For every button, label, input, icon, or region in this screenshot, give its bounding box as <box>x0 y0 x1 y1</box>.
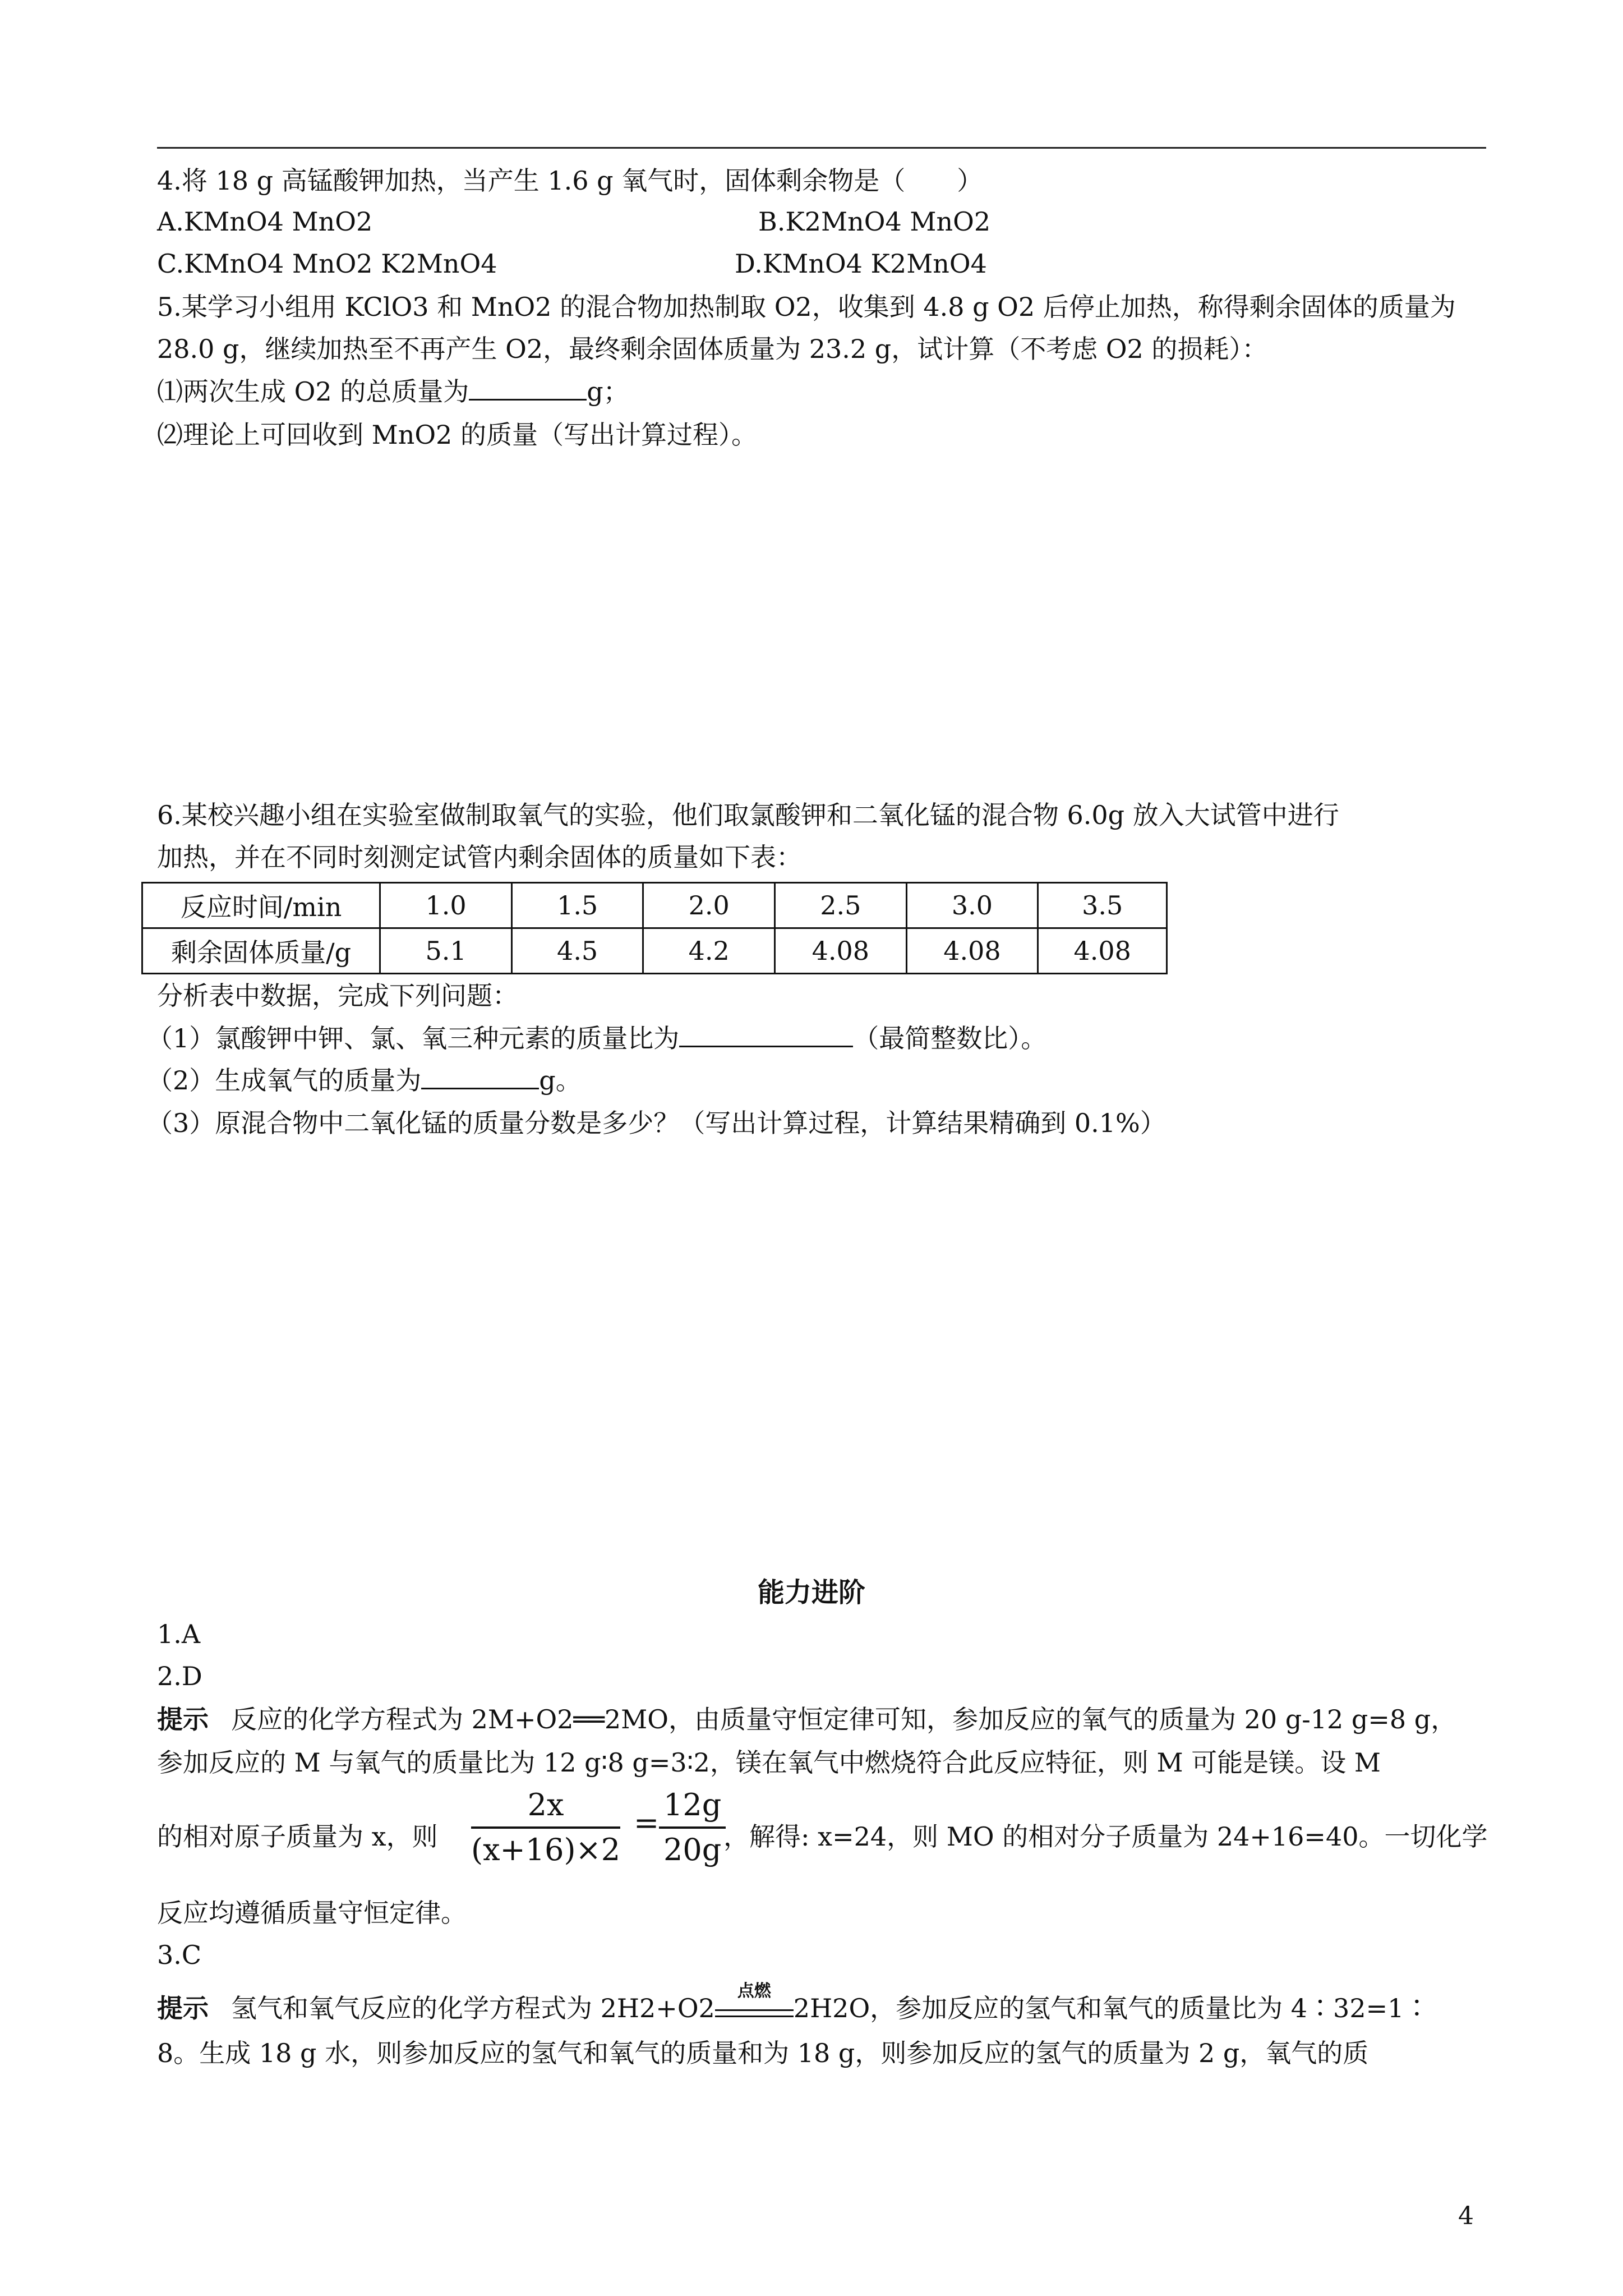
table-cell: 4.5 <box>511 928 643 974</box>
q5-line1: 5.某学习小组用 KClO3 和 MnO2 的混合物加热制取 O2，收集到 4.8 g O2 后停止加热，称得剩余固体的质量为 <box>157 292 1456 322</box>
q5-sub1-unit: g； <box>587 376 629 407</box>
table-cell: 5.1 <box>380 928 512 974</box>
hint-label: 提示 <box>157 1704 209 1734</box>
section-title: 能力进阶 <box>757 1577 865 1608</box>
q6-sub1 <box>147 1021 1046 1055</box>
answer-2: 2.D <box>157 1661 202 1691</box>
hint-3-text: 氢气和氧气反应的化学方程式为 2H2+O2 <box>231 1993 715 2023</box>
table-cell: 1.0 <box>380 883 512 928</box>
q6-line1: 6.某校兴趣小组在实验室做制取氧气的实验，他们取氯酸钾和二氧化锰的混合物 6.0g 放入大试管中进行 <box>157 800 1339 830</box>
q4-stem: 4.将 18 g 高锰酸钾加热，当产生 1.6 g 氧气时，固体剩余物是（ ） <box>157 165 983 196</box>
data-table <box>141 882 1168 974</box>
q6-sub2 <box>147 1063 582 1097</box>
q6-sub2-text: （2）生成氧气的质量为 <box>147 1065 422 1096</box>
table-cell: 4.2 <box>643 928 775 974</box>
answer-1: 1.A <box>157 1619 201 1649</box>
q6-sub3: （3）原混合物中二氧化锰的质量分数是多少？（写出计算过程，计算结果精确到 0.1%） <box>147 1108 1166 1138</box>
table-cell: 2.0 <box>643 883 775 928</box>
table-cell: 4.08 <box>1038 928 1167 974</box>
q6-sub1-tail: （最简整数比）。 <box>853 1023 1047 1053</box>
fraction-left-denominator: (x+16)×2 <box>471 1832 621 1867</box>
table-cell: 3.0 <box>906 883 1038 928</box>
page-number: 4 <box>1458 2202 1474 2230</box>
header-rule <box>157 147 1486 149</box>
table-cell: 4.08 <box>906 928 1038 974</box>
q4-option-a: A.KMnO4 MnO2 <box>157 206 373 237</box>
table-cell: 1.5 <box>511 883 643 928</box>
q4-option-c: C.KMnO4 MnO2 K2MnO4 <box>157 249 497 279</box>
q6-line2: 加热，并在不同时刻测定试管内剩余固体的质量如下表： <box>157 842 802 872</box>
hint-3-text-post: 2H2O，参加反应的氢气和氧气的质量比为 4∶32=1∶ <box>793 1993 1430 2023</box>
hint-2-line2: 参加反应的 M 与氧气的质量比为 12 g∶8 g=3∶2，镁在氧气中燃烧符合此反应特征，则 M 可能是镁。设 M <box>157 1747 1381 1778</box>
q6-sub2-unit: g。 <box>539 1065 582 1096</box>
hint-3-line1 <box>157 1981 1430 2025</box>
table-cell: 3.5 <box>1038 883 1167 928</box>
table-row <box>142 883 1167 928</box>
hint-2-line1 <box>157 1703 1456 1736</box>
answer-blank[interactable] <box>469 374 587 401</box>
hint-label: 提示 <box>157 1993 209 2023</box>
hint-2-line4: 反应均遵循质量守恒定律。 <box>157 1898 467 1928</box>
q6-sub1-text: （1）氯酸钾中钾、氯、氧三种元素的质量比为 <box>147 1023 680 1053</box>
table-cell: 剩余固体质量/g <box>142 928 380 974</box>
hint-2-line3-post: ，解得: x=24，则 MO 的相对分子质量为 24+16=40。一切化学 <box>723 1821 1488 1852</box>
reaction-condition <box>715 1981 794 2017</box>
hint-2-line3-pre: 的相对原子质量为 x，则 <box>157 1821 438 1852</box>
table-cell: 4.08 <box>775 928 907 974</box>
q5-sub2: ⑵理论上可回收到 MnO2 的质量（写出计算过程）。 <box>157 420 757 450</box>
q6-analysis: 分析表中数据，完成下列问题： <box>157 981 518 1011</box>
q5-sub1 <box>157 374 629 408</box>
fraction-left <box>471 1784 620 1871</box>
table-cell: 反应时间/min <box>142 883 380 928</box>
q5-line2: 28.0 g，继续加热至不再产生 O2，最终剩余固体质量为 23.2 g，试计算（不考虑 O2 的损耗）： <box>157 334 1268 364</box>
fraction-right-denominator: 20g <box>663 1832 722 1867</box>
fraction-equals: = <box>634 1805 660 1841</box>
fraction-left-numerator: 2x <box>471 1784 620 1829</box>
double-line-icon <box>715 2009 794 2017</box>
answer-3: 3.C <box>157 1940 202 1970</box>
table-cell: 2.5 <box>775 883 907 928</box>
answer-blank[interactable] <box>679 1021 853 1047</box>
q4-option-b: B.K2MnO4 MnO2 <box>758 206 991 237</box>
q4-option-d: D.KMnO4 K2MnO4 <box>735 249 987 279</box>
hint-3-line2: 8。生成 18 g 水，则参加反应的氢气和氧气的质量和为 18 g，则参加反应的氢气的质量为 2 g，氧气的质 <box>157 2038 1369 2068</box>
fraction-right <box>659 1784 726 1871</box>
hint-2-text: 反应的化学方程式为 2M+O2══2MO，由质量守恒定律可知，参加反应的氧气的质量为 20 g-12 g=8 g， <box>231 1704 1457 1734</box>
answer-blank[interactable] <box>421 1063 539 1089</box>
fraction-right-numerator: 12g <box>659 1784 726 1829</box>
condition-label: 点燃 <box>737 1981 771 2001</box>
q5-sub1-text: ⑴两次生成 O2 的总质量为 <box>157 376 469 407</box>
table-row <box>142 928 1167 974</box>
